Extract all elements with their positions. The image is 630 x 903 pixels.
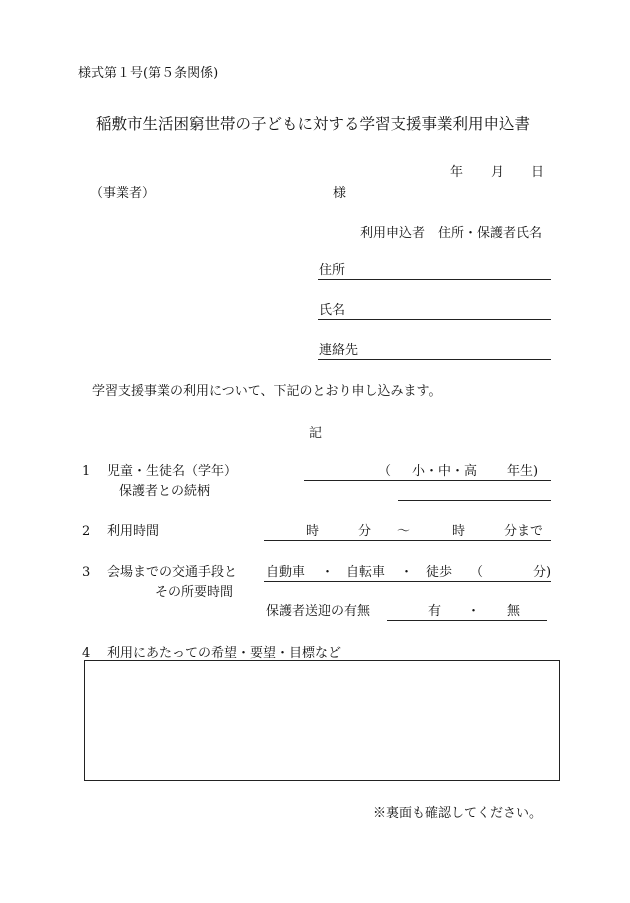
- item2-number: 2: [82, 524, 91, 539]
- date-day-label: 日: [531, 165, 545, 180]
- applicant-header: 利用申込者 住所・保護者氏名: [360, 226, 543, 241]
- intro-text: 学習支援事業の利用について、下記のとおり申し込みます。: [92, 384, 442, 399]
- item3-separator-1: ・: [321, 565, 335, 580]
- footer-note: ※裏面も確認してください。: [373, 806, 543, 821]
- item3-separator-2: ・: [400, 565, 414, 580]
- ki-label: 記: [309, 426, 323, 441]
- form-title: 稲敷市生活困窮世帯の子どもに対する学習支援事業利用申込書: [96, 115, 531, 133]
- address-field[interactable]: [318, 279, 551, 280]
- item3-number: 3: [82, 565, 91, 580]
- item3-sublabel: その所要時間: [155, 585, 234, 600]
- item2-until-label: 分まで: [504, 524, 544, 539]
- name-label: 氏名: [319, 303, 346, 318]
- item1-school-levels: 小・中・高: [412, 464, 478, 479]
- address-label: 住所: [319, 263, 346, 278]
- requests-textarea[interactable]: [84, 660, 560, 781]
- item3-paren-open: （: [470, 565, 484, 580]
- item3-minutes-label: 分): [533, 565, 552, 580]
- option-car: 自動車: [266, 565, 306, 580]
- addressee-label: （事業者）: [90, 186, 156, 201]
- item2-hour2-label: 時: [452, 524, 466, 539]
- item3-label: 会場までの交通手段と: [107, 565, 238, 580]
- item4-label: 利用にあたっての希望・要望・目標など: [107, 646, 342, 661]
- item1-paren-open: （: [378, 464, 392, 479]
- escort-separator: ・: [467, 604, 481, 619]
- escort-no: 無: [507, 604, 521, 619]
- escort-yes: 有: [428, 604, 442, 619]
- date-month-label: 月: [491, 165, 505, 180]
- escort-label: 保護者送迎の有無: [266, 604, 371, 619]
- option-walk: 徒歩: [426, 565, 453, 580]
- item2-tilde: ～: [397, 524, 411, 539]
- item2-label: 利用時間: [107, 524, 160, 539]
- item2-minute-label: 分: [358, 524, 372, 539]
- item4-number: 4: [82, 646, 91, 661]
- form-number: 様式第１号(第５条関係): [78, 66, 219, 81]
- item1-sublabel: 保護者との続柄: [119, 484, 211, 499]
- honorific-label: 様: [333, 186, 347, 201]
- item1-grade-suffix: 年生): [507, 464, 539, 479]
- option-bicycle: 自転車: [346, 565, 386, 580]
- name-field[interactable]: [318, 319, 551, 320]
- escort-field[interactable]: [387, 620, 547, 621]
- contact-label: 連絡先: [319, 343, 359, 358]
- item2-hour-label: 時: [306, 524, 320, 539]
- transport-field[interactable]: [264, 581, 551, 582]
- relationship-field[interactable]: [398, 500, 551, 501]
- usage-time-field[interactable]: [264, 540, 551, 541]
- student-name-grade-field[interactable]: [304, 480, 551, 481]
- item1-label: 児童・生徒名（学年）: [107, 464, 238, 479]
- item1-number: 1: [82, 464, 91, 479]
- contact-field[interactable]: [318, 359, 551, 360]
- date-year-label: 年: [450, 165, 464, 180]
